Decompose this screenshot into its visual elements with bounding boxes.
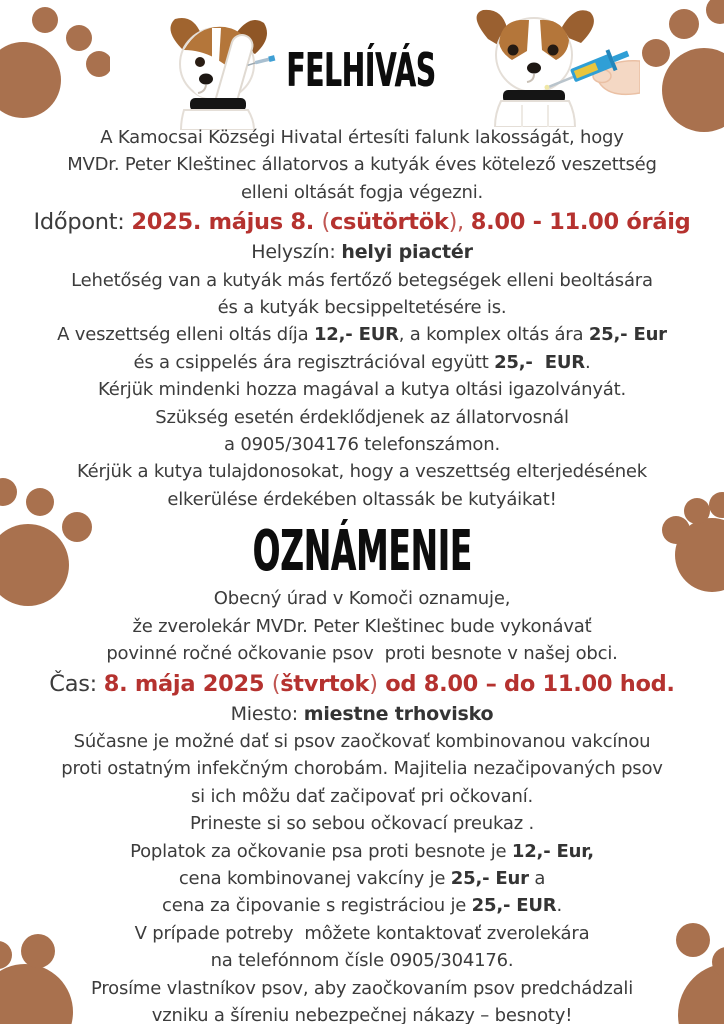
page-title: FELHÍVÁS <box>286 43 436 97</box>
idopont-line <box>34 206 691 239</box>
phone-line: na telefónnom čísle 0905/304176. <box>210 950 514 972</box>
paren: ( <box>321 209 331 236</box>
dog-covering-eye-image <box>155 8 280 130</box>
location-label: Helyszín: <box>251 241 342 264</box>
flyer-line: Prineste si so sebou očkovací preukaz . <box>189 813 535 835</box>
flyer-line: MVDr. Peter Kleštinec állatorvos a kutyák éves kötelező veszettség <box>67 154 657 176</box>
flyer-line: Súčasne je možné dať si psov zaočkovať kombinovanou vakcínou <box>73 730 651 752</box>
flyer-line: Kérjük mindenki hozza magával a kutya oltási igazolványát. <box>98 379 626 401</box>
cas-line <box>49 668 674 701</box>
flyer-line: že zverolekár MVDr. Peter Kleštinec bude vykonávať <box>132 615 592 637</box>
text: A veszettség elleni oltás díja <box>57 324 314 346</box>
dog-vaccination-image <box>450 5 640 127</box>
flyer-line: és a kutyák becsippeltetésére is. <box>217 297 507 319</box>
time-range: od 8.00 – do 11.00 hod. <box>377 670 675 697</box>
date-value: 2025. május 8. <box>131 209 322 236</box>
price-value: 25,- EUR <box>471 895 557 917</box>
text: . <box>584 351 591 373</box>
price-line <box>179 865 545 892</box>
paren: ), <box>448 209 471 236</box>
price-value: 12,- Eur, <box>511 840 594 862</box>
flyer-line: elleni oltását fogja végezni. <box>240 181 484 203</box>
price-value: 25,- EUR <box>494 351 585 373</box>
price-value: 25,- Eur <box>450 867 529 889</box>
phone-line: a 0905/304176 telefonszámon. <box>224 434 500 456</box>
text: Poplatok za očkovanie psa proti besnote je <box>130 840 512 862</box>
paw-print-top-left-icon <box>0 0 110 125</box>
location-value: miestne trhovisko <box>303 702 494 725</box>
flyer-line: vzniku a šíreniu nebezpečnej nákazy – besnoty! <box>151 1004 573 1024</box>
text: , a komplex oltás ára <box>398 324 589 346</box>
date-label: Čas: <box>49 670 104 697</box>
price-line <box>162 892 562 919</box>
location-label: Miesto: <box>230 702 304 725</box>
price-line <box>130 838 594 865</box>
paren: ) <box>369 670 378 697</box>
date-label: Időpont: <box>33 209 132 236</box>
miesto-line <box>231 701 494 728</box>
flyer-line: Kérjük a kutya tulajdonosokat, hogy a veszettség elterjedésének <box>76 461 648 483</box>
flyer-line: povinné ročné očkovanie psov proti besnote v našej obci. <box>106 643 618 665</box>
price-line <box>133 349 590 376</box>
flyer-text <box>0 124 724 1024</box>
price-value: 12,- EUR <box>313 324 399 346</box>
text: cena kombinovanej vakcíny je <box>178 867 451 889</box>
price-value: 25,- Eur <box>588 324 667 346</box>
text: a <box>528 867 546 889</box>
text: cena za čipovanie s registráciou je <box>162 895 472 917</box>
flyer-line: si ich môžu dať začipovať pri očkovaní. <box>190 785 534 807</box>
flyer-line: Obecný úrad v Komoči oznamuje, <box>213 588 511 610</box>
paw-print-top-right-icon <box>640 0 724 140</box>
flyer-line: elkerülése érdekében oltassák be kutyáikat! <box>167 488 557 510</box>
date-value: 8. mája 2025 <box>103 670 272 697</box>
flyer-line: Szükség esetén érdeklődjenek az állatorvosnál <box>155 406 569 428</box>
text: és a csippelés ára regisztrációval együtt <box>133 351 495 373</box>
flyer-line: proti ostatným infekčným chorobám. Majitelia nezačipovaných psov <box>61 758 663 780</box>
helyszin-line <box>251 239 473 266</box>
flyer-line: Prosíme vlastníkov psov, aby zaočkovaním psov predchádzali <box>91 977 633 999</box>
paren: ( <box>271 670 281 697</box>
flyer-line: A Kamocsai Községi Hivatal értesíti falunk lakosságát, hogy <box>100 127 624 148</box>
weekday: csütörtök <box>330 209 449 236</box>
weekday: štvrtok <box>280 670 370 697</box>
location-value: helyi piactér <box>341 241 473 264</box>
flyer-line: V prípade potreby môžete kontaktovať zverolekára <box>134 922 590 944</box>
price-line <box>57 321 667 348</box>
section-title-oznamenie: OZNÁMENIE <box>252 519 472 585</box>
text: . <box>556 895 562 917</box>
time-range: 8.00 - 11.00 óráig <box>470 209 691 236</box>
flyer-line: Lehetőség van a kutyák más fertőző betegségek elleni beoltására <box>71 269 653 291</box>
